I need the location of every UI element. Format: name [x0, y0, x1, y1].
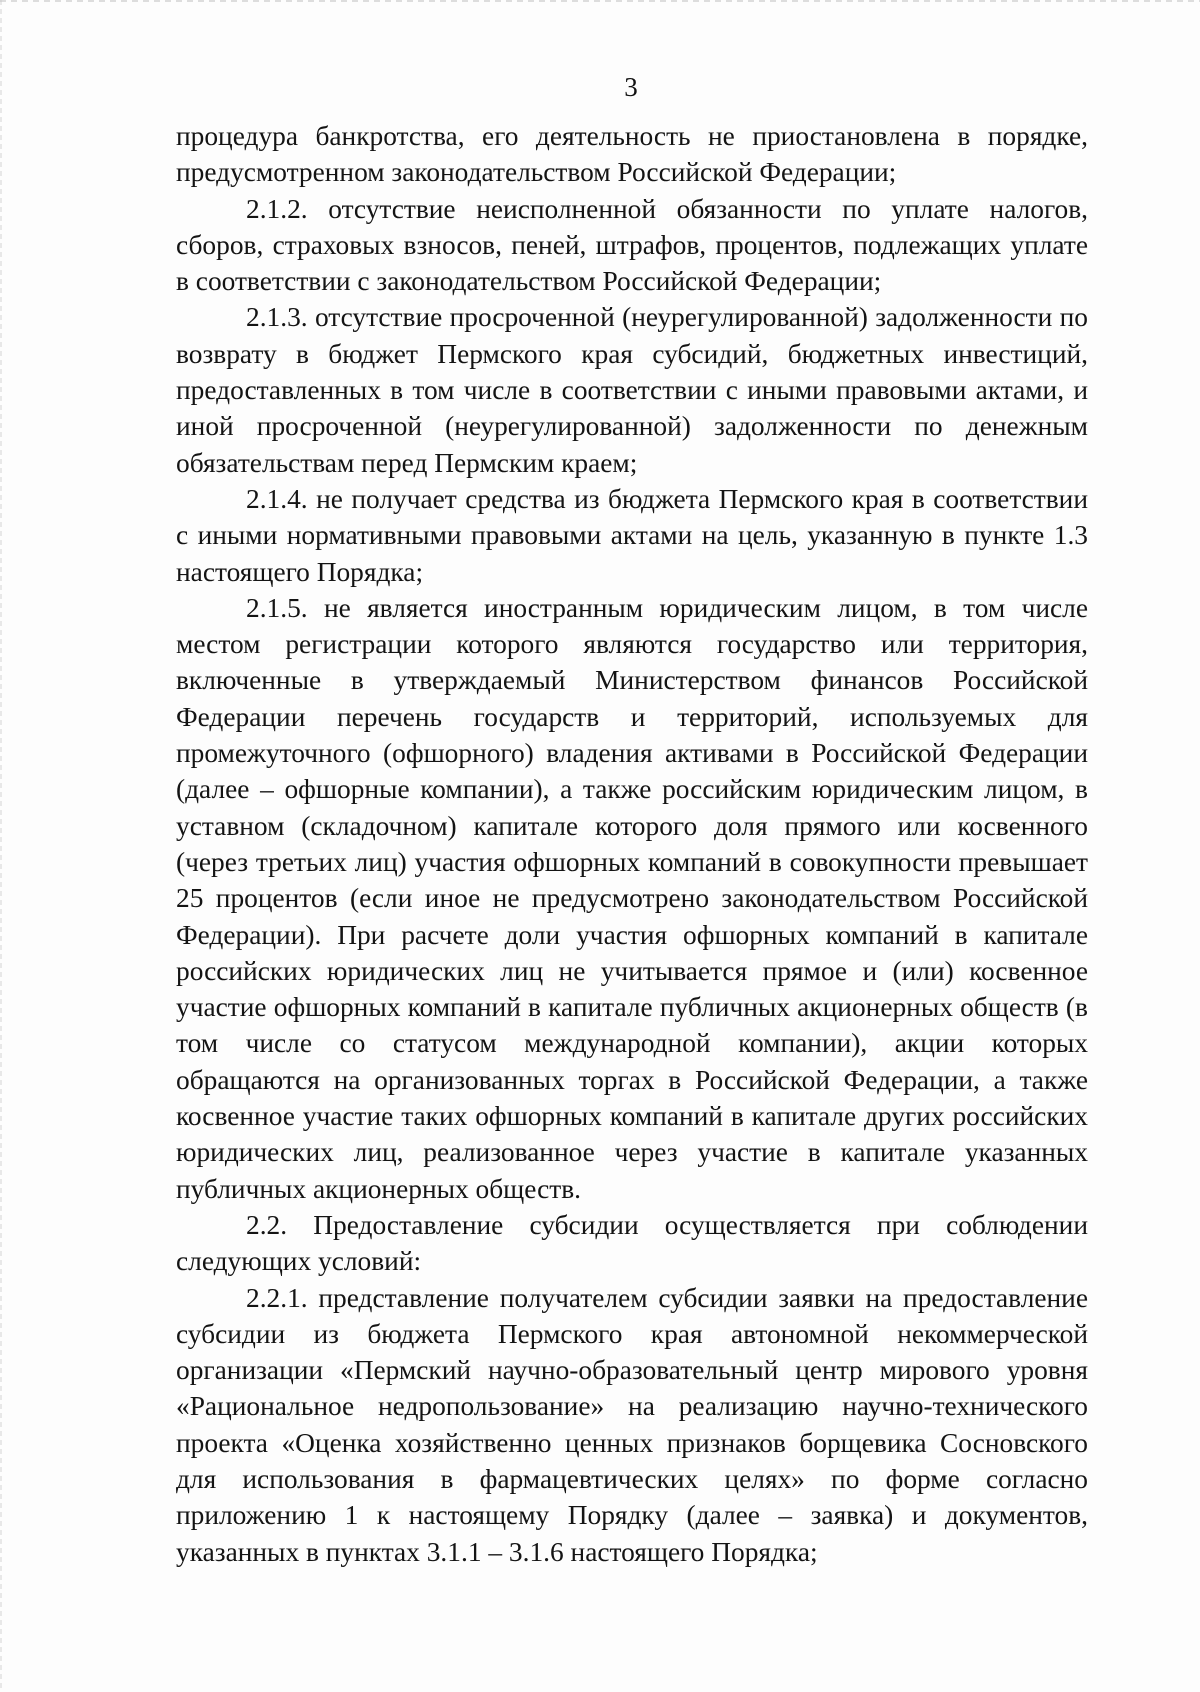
scan-edge-top	[0, 0, 1200, 2]
paragraph-2-1-2: 2.1.2. отсутствие неисполненной обязанности по уплате налогов, сборов, страховых взносов, пеней, штрафов, процентов, подлежащих уплате в соответствии с законодательством Российской Федерации;	[176, 193, 1088, 297]
page-number: 3	[624, 72, 638, 102]
paragraph-continuation: процедура банкротства, его деятельность не приостановлена в порядке, предусмотренном законодательством Российской Федерации;	[176, 121, 1088, 188]
document-body	[176, 118, 1088, 1570]
paragraph-2-1-5: 2.1.5. не является иностранным юридическим лицом, в том числе местом регистрации которого являются государство или территория, включенные в утверждаемый Министерством финансов Российской Федерации перечень государств и территорий, используемых для промежуточного (офшорного) владения активами в Российской Федерации (далее – офшорные компании), а также российским юридическим лицом, в уставном (складочном) капитале которого доля прямого или косвенного (через третьих лиц) участия офшорных компаний в совокупности превышает 25 процентов (если иное не предусмотрено законодательством Российской Федерации). При расчете доли участия офшорных компаний в капитале российских юридических лиц не учитывается прямое и (или) косвенное участие офшорных компаний в капитале публичных акционерных обществ (в том числе со статусом международной компании), акции которых обращаются на организованных торгах в Российской Федерации, а также косвенное участие таких офшорных компаний в капитале других российских юридических лиц, реализованное через участие в капитале указанных публичных акционерных обществ.	[176, 592, 1088, 1204]
paragraph-2-1-4: 2.1.4. не получает средства из бюджета Пермского края в соответствии с иными нормативными правовыми актами на цель, указанную в пункте 1.3 настоящего Порядка;	[176, 483, 1088, 587]
paragraph-2-1-3: 2.1.3. отсутствие просроченной (неурегулированной) задолженности по возврату в бюджет Пермского края субсидий, бюджетных инвестиций, предоставленных в том числе в соответствии с иными правовыми актами, и иной просроченной (неурегулированной) задолженности по денежным обязательствам перед Пермским краем;	[176, 302, 1088, 478]
paragraph-2-2: 2.2. Предоставление субсидии осуществляется при соблюдении следующих условий:	[176, 1209, 1088, 1277]
scan-edge-left	[0, 0, 2, 1692]
paragraph-2-2-1: 2.2.1. представление получателем субсидии заявки на предоставление субсидии из бюджета Пермского края автономной некоммерческой организации «Пермский научно-образовательный центр мирового уровня «Рациональное недропользование» на реализацию научно-технического проекта «Оценка хозяйственно ценных признаков борщевика Сосновского для использования в фармацевтических целях» по форме согласно приложению 1 к настоящему Порядку (далее – заявка) и документов, указанных в пунктах 3.1.1 – 3.1.6 настоящего Порядка;	[176, 1282, 1088, 1567]
